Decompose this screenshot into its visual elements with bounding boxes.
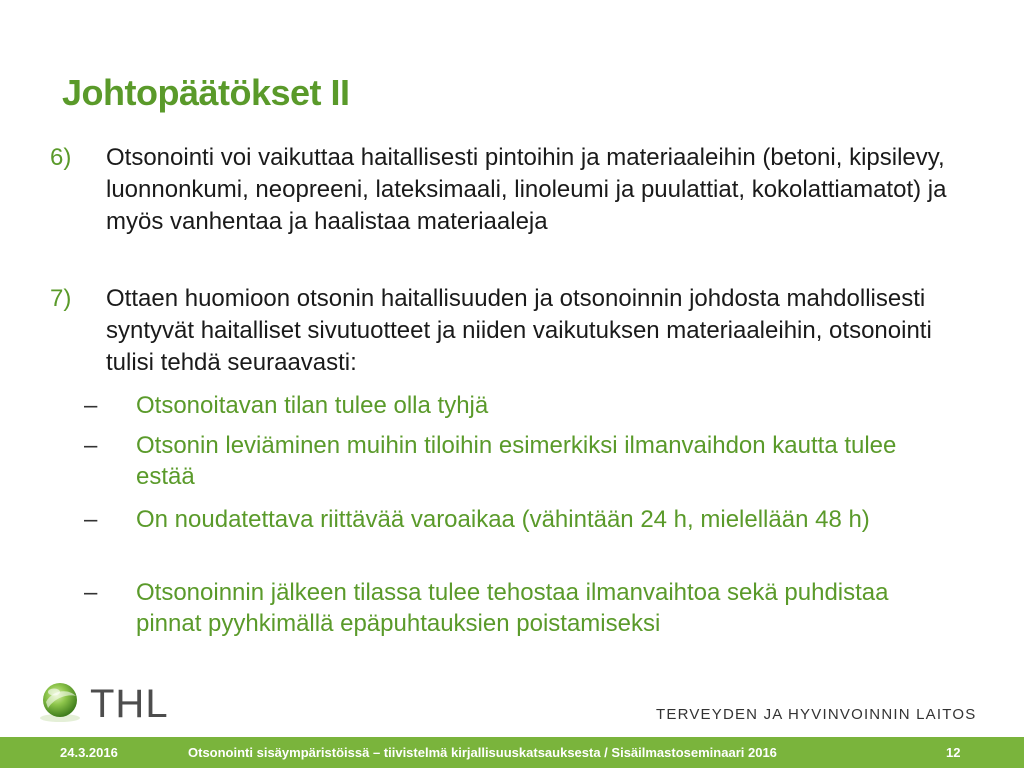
item-number: 6) xyxy=(50,144,72,171)
organization-name: TERVEYDEN JA HYVINVOINNIN LAITOS xyxy=(656,706,977,723)
footer-date: 24.3.2016 xyxy=(60,745,118,760)
dash-bullet: – xyxy=(84,506,98,533)
logo-text: THL xyxy=(90,682,169,726)
sub-item-text: Otsonin leviäminen muihin tiloihin esimerkiksi ilmanvaihdon kautta tulee estää xyxy=(136,432,897,490)
slide-title: Johtopäätökset II xyxy=(62,72,350,113)
dash-bullet: – xyxy=(84,392,98,419)
footer-bar xyxy=(0,737,1024,768)
dash-bullet: – xyxy=(84,432,98,459)
sub-item-text: Otsonoitavan tilan tulee olla tyhjä xyxy=(136,392,489,419)
thl-logo xyxy=(34,678,184,728)
dash-bullet: – xyxy=(84,579,98,606)
thl-globe-icon xyxy=(34,678,90,724)
item-text: Otsonointi voi vaikuttaa haitallisesti pintoihin ja materiaaleihin (betoni, kipsilevy, luonnonkumi, neopreeni, lateksimaali, linoleumi ja puulattiat, kokolattiamatot) ja myös vanhentaa ja haalistaa materiaaleja xyxy=(106,144,947,235)
item-number: 7) xyxy=(50,285,72,312)
sub-item-text: Otsonoinnin jälkeen tilassa tulee tehostaa ilmanvaihtoa sekä puhdistaa pinnat pyyhkimällä epäpuhtauksien poistamiseksi xyxy=(136,579,889,637)
item-text: Ottaen huomioon otsonin haitallisuuden ja otsonoinnin johdosta mahdollisesti syntyvät haitalliset sivutuotteet ja niiden vaikutuksen materiaaleihin, otsonointi tulisi tehdä seuraavasti: xyxy=(106,285,932,376)
page-number: 12 xyxy=(946,745,961,760)
footer-text: Otsonointi sisäympäristöissä – tiivistelmä kirjallisuuskatsauksesta / Sisäilmastoseminaari 2016 xyxy=(188,745,777,760)
sub-item-text: On noudatettava riittävää varoaikaa (vähintään 24 h, mielellään 48 h) xyxy=(136,506,870,533)
